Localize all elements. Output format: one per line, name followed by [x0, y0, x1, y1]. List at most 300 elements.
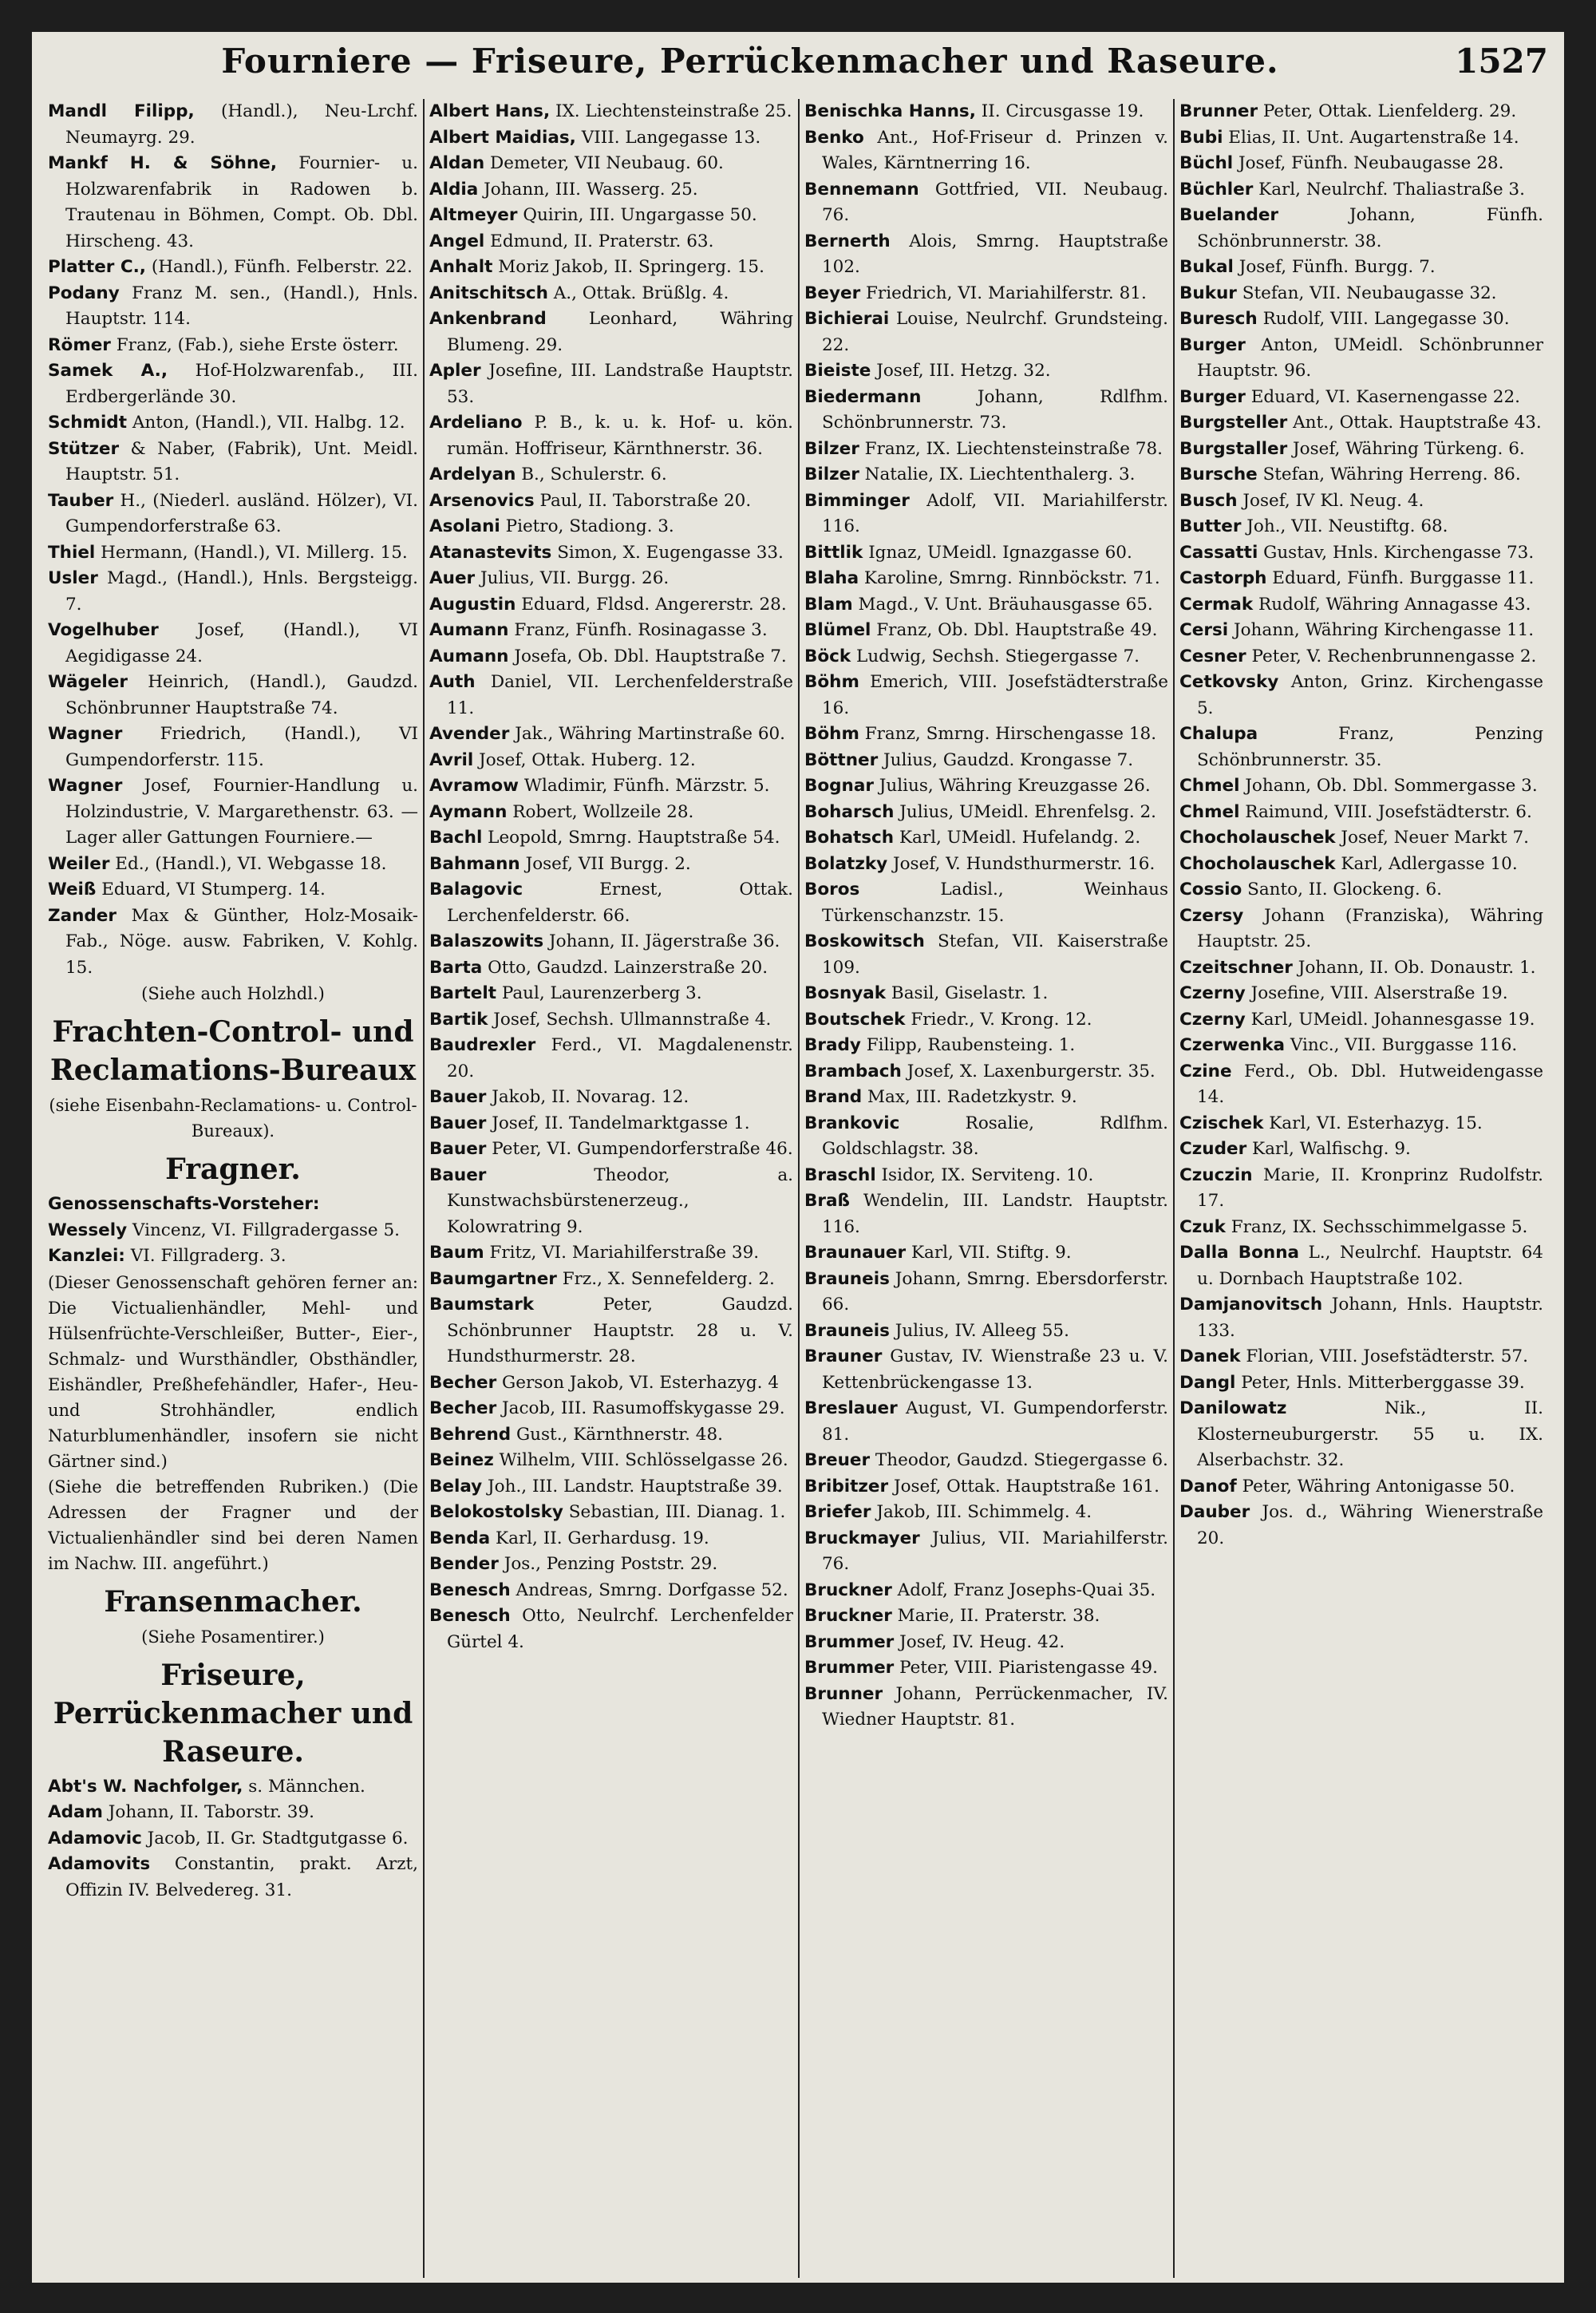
columns — [48, 99, 1548, 2278]
entry-name: Aldia — [429, 179, 479, 200]
entry-address: Franz, Ob. Dbl. Hauptstraße 49. — [871, 620, 1158, 640]
entry-name: Cassatti — [1179, 542, 1258, 563]
entry-name: Dauber — [1179, 1502, 1250, 1522]
entry-address: Franz, Penzing Schönbrunnerstr. 35. — [1197, 724, 1543, 770]
entry-address: Jakob, II. Novarag. 12. — [486, 1087, 689, 1107]
entry-name: Genossenschafts-Vorsteher: — [48, 1194, 320, 1214]
directory-entry — [1179, 773, 1543, 800]
directory-entry — [429, 722, 793, 748]
entry-name: Ardeliano — [429, 413, 523, 433]
entry-name: Bender — [429, 1554, 499, 1574]
directory-entry — [1179, 125, 1543, 152]
entry-address: Franz, IX. Sechsschimmelgasse 5. — [1225, 1216, 1528, 1237]
entry-address: Franz, Fünfh. Rosinagasse 3. — [508, 620, 768, 640]
entry-name: Bartik — [429, 1009, 488, 1030]
directory-entry — [429, 1137, 793, 1163]
entry-address: Moriz Jakob, II. Springerg. 15. — [492, 257, 764, 277]
directory-entry — [804, 1630, 1168, 1656]
directory-entry — [804, 877, 1168, 929]
directory-entry — [429, 1370, 793, 1397]
directory-entry — [1179, 1033, 1543, 1059]
entry-name: Bruckner — [804, 1580, 892, 1600]
entry-name: Czerny — [1179, 1009, 1246, 1030]
directory-entry — [804, 1655, 1168, 1682]
entry-address: Jacob, II. Gr. Stadtgutgasse 6. — [141, 1828, 409, 1848]
directory-entry — [429, 1292, 793, 1370]
entry-name: Bimminger — [804, 490, 910, 511]
directory-entry — [1179, 540, 1543, 567]
entry-address: Karl, VII. Stiftg. 9. — [906, 1243, 1072, 1263]
directory-entry — [48, 333, 418, 359]
entry-address: Peter, Hnls. Mitterberggasse 39. — [1235, 1372, 1525, 1393]
entry-name: Danek — [1179, 1346, 1241, 1366]
directory-entry — [1179, 1344, 1543, 1370]
directory-entry — [429, 773, 793, 800]
directory-entry — [804, 592, 1168, 619]
directory-entry — [429, 255, 793, 281]
directory-entry — [804, 1474, 1168, 1500]
entry-name: Böttner — [804, 749, 879, 770]
entry-address: Josef, Ottak. Hauptstraße 161. — [888, 1476, 1159, 1497]
directory-entry — [1179, 955, 1543, 982]
entry-address: Ed., (Handl.), VI. Webgasse 18. — [109, 853, 387, 874]
entry-name: Anitschitsch — [429, 283, 548, 303]
entry-name: Czischek — [1179, 1113, 1264, 1133]
directory-entry — [429, 852, 793, 878]
directory-entry — [429, 1240, 793, 1267]
directory-entry — [48, 437, 418, 488]
entry-address: Josef, IV. Heug. 42. — [894, 1631, 1065, 1652]
cross-reference-note: (siehe Eisenbahn-Reclamations- u. Control-Bureaux). — [49, 1096, 417, 1141]
entry-address: Alois, Smrng. Hauptstraße 102. — [822, 231, 1168, 277]
entry-address: Quirin, III. Ungargasse 50. — [517, 205, 757, 225]
entry-address: Josef, Fünfh. Burgg. 7. — [1233, 257, 1436, 277]
entry-name: Auth — [429, 672, 476, 692]
entry-address: Franz, (Fab.), siehe Erste österr. — [110, 334, 399, 355]
entry-address: Fritz, VI. Mariahilferstraße 39. — [484, 1243, 760, 1263]
directory-entry — [804, 1240, 1168, 1267]
entry-name: Brunner — [804, 1683, 883, 1704]
entry-address: Jakob, III. Schimmelg. 4. — [871, 1502, 1092, 1522]
entry-address: Johann, Fünfh. Schönbrunnerstr. 38. — [1197, 205, 1543, 251]
directory-entry — [48, 1218, 418, 1244]
directory-entry — [1179, 1059, 1543, 1111]
entry-address: Rudolf, VIII. Langegasse 30. — [1257, 309, 1510, 329]
entry-address: Friedrich, (Handl.), VI Gumpendorferstr. 115. — [65, 724, 418, 770]
entry-address: Johann (Franziska), Währing Hauptstr. 25. — [1197, 905, 1543, 951]
entry-name: Adamovic — [48, 1828, 142, 1848]
entry-name: Breslauer — [804, 1398, 898, 1418]
entry-address: II. Circusgasse 19. — [975, 101, 1144, 121]
entry-name: Biedermann — [804, 386, 922, 407]
entry-address: B., Schulerstr. 6. — [516, 465, 667, 484]
entry-address: Julius, Währing Kreuzgasse 26. — [873, 776, 1151, 796]
directory-entry — [48, 1800, 418, 1826]
entry-address: Karl, Neulrchf. Thaliastraße 3. — [1253, 179, 1525, 200]
entry-name: Bichierai — [804, 309, 890, 329]
directory-entry — [429, 1007, 793, 1034]
directory-entry — [429, 1474, 793, 1500]
directory-entry — [429, 540, 793, 567]
directory-entry — [429, 1396, 793, 1422]
entry-address: Josef, III. Hetzg. 32. — [871, 361, 1051, 381]
directory-entry — [804, 722, 1168, 748]
directory-entry — [1179, 1215, 1543, 1241]
entry-name: Behrend — [429, 1424, 512, 1445]
directory-entry — [804, 1163, 1168, 1189]
entry-name: Weiler — [48, 853, 110, 874]
directory-entry — [48, 1774, 418, 1801]
entry-name: Breuer — [804, 1450, 871, 1470]
directory-entry — [804, 1603, 1168, 1630]
directory-entry — [1179, 1163, 1543, 1215]
section-note: (Siehe die betreffenden Rubriken.) (Die Adressen der Fragner und der Victualienhändler sind bei deren Namen im Nachw. III. angeführt.) — [48, 1477, 418, 1573]
entry-address: Eduard, Fünfh. Burggasse 11. — [1266, 568, 1535, 588]
entry-address: Max, III. Radetzkystr. 9. — [862, 1087, 1077, 1107]
directory-entry — [429, 177, 793, 204]
entry-address: Anton, UMeidl. Schönbrunner Hauptstr. 96. — [1197, 334, 1543, 381]
entry-name: Cermak — [1179, 594, 1254, 615]
entry-name: Apler — [429, 361, 481, 381]
directory-entry — [48, 566, 418, 618]
directory-entry — [429, 151, 793, 177]
entry-address: Josef, Fünfh. Neubaugasse 28. — [1233, 153, 1504, 173]
directory-entry — [429, 1085, 793, 1111]
entry-address: Elias, II. Unt. Augartenstraße 14. — [1223, 127, 1519, 148]
entry-name: Boharsch — [804, 801, 895, 822]
entry-name: Bauer — [429, 1164, 487, 1185]
entry-name: Bukal — [1179, 257, 1234, 277]
entry-name: Bauer — [429, 1113, 487, 1133]
directory-entry — [48, 618, 418, 670]
entry-address: Gottfried, VII. Neubaug. 76. — [822, 179, 1168, 225]
entry-address: Ernest, Ottak. Lerchenfelderstr. 66. — [447, 880, 793, 926]
directory-entry — [429, 229, 793, 255]
entry-address: Wilhelm, VIII. Schlösselgasse 26. — [493, 1450, 788, 1470]
directory-entry — [1179, 800, 1543, 826]
entry-name: Braschl — [804, 1164, 876, 1185]
entry-name: Kanzlei: — [48, 1246, 125, 1266]
entry-address: Florian, VIII. Josefstädterstr. 57. — [1240, 1346, 1528, 1366]
directory-entry — [1179, 1370, 1543, 1397]
entry-address: Stefan, Währing Herreng. 86. — [1257, 465, 1521, 484]
entry-name: Bubi — [1179, 127, 1223, 148]
directory-entry — [429, 592, 793, 619]
entry-name: Angel — [429, 231, 485, 251]
entry-name: Bribitzer — [804, 1476, 889, 1497]
entry-name: Buresch — [1179, 309, 1258, 329]
entry-address: Josef, Währing Türkeng. 6. — [1287, 438, 1525, 459]
entry-name: Blaha — [804, 568, 859, 588]
directory-entry — [48, 151, 418, 255]
entry-address: Josef, Ottak. Huberg. 12. — [473, 749, 696, 770]
entry-address: Johann, Smrng. Ebersdorferstr. 66. — [822, 1268, 1168, 1315]
entry-name: Bachl — [429, 828, 483, 848]
entry-address: L., Neulrchf. Hauptstr. 64 u. Dornbach Hauptstraße 102. — [1197, 1243, 1543, 1289]
entry-name: Burger — [1179, 386, 1246, 407]
entry-address: H., (Niederl. ausländ. Hölzer), VI. Gumpendorferstraße 63. — [65, 490, 418, 536]
column-4 — [1173, 99, 1543, 2278]
section-heading: Fransenmacher. — [104, 1584, 362, 1619]
entry-address: Jos. d., Währing Wienerstraße 20. — [1197, 1502, 1543, 1548]
entry-address: Ignaz, UMeidl. Ignazgasse 60. — [863, 542, 1132, 563]
entry-address: Eduard, Fldsd. Angererstr. 28. — [516, 594, 787, 615]
directory-entry — [1179, 151, 1543, 177]
entry-name: Aldan — [429, 153, 485, 173]
directory-entry — [1179, 306, 1543, 333]
entry-address: A., Ottak. Brüßlg. 4. — [547, 283, 729, 303]
directory-entry — [1179, 1111, 1543, 1137]
entry-address: Josef, IV Kl. Neug. 4. — [1237, 490, 1424, 511]
entry-name: Blam — [804, 594, 853, 615]
entry-address: Joh., III. Landstr. Hauptstraße 39. — [482, 1476, 783, 1497]
entry-name: Burger — [1179, 334, 1246, 355]
entry-name: Baudrexler — [429, 1035, 536, 1055]
directory-entry — [429, 877, 793, 929]
entry-name: Bukur — [1179, 283, 1237, 303]
directory-entry — [804, 1526, 1168, 1578]
entry-address: Jos., Penzing Poststr. 29. — [498, 1554, 718, 1574]
entry-address: Josefa, Ob. Dbl. Hauptstraße 7. — [508, 646, 787, 666]
entry-name: Brauneis — [804, 1320, 890, 1341]
entry-name: Czuczin — [1179, 1164, 1253, 1185]
entry-address: Paul, II. Taborstraße 20. — [534, 490, 752, 511]
directory-entry — [804, 1085, 1168, 1111]
entry-name: Podany — [48, 283, 120, 303]
directory-entry — [429, 1500, 793, 1526]
entry-address: Johann, III. Wasserg. 25. — [478, 179, 698, 200]
directory-entry — [1179, 462, 1543, 488]
entry-address: Friedr., V. Krong. 12. — [905, 1009, 1092, 1030]
entry-address: Gustav, Hnls. Kirchengasse 73. — [1258, 542, 1535, 563]
entry-name: Bursche — [1179, 465, 1258, 484]
entry-address: August, VI. Gumpendorferstr. 81. — [822, 1398, 1168, 1445]
entry-name: Becher — [429, 1398, 497, 1418]
entry-address: Jacob, III. Rasumoffskygasse 29. — [496, 1398, 785, 1418]
entry-address: Daniel, VII. Lerchenfelderstraße 11. — [447, 672, 793, 718]
directory-entry — [804, 748, 1168, 774]
directory-entry — [48, 852, 418, 878]
directory-entry — [1179, 566, 1543, 592]
entry-name: Arsenovics — [429, 490, 535, 511]
directory-entry — [1179, 618, 1543, 644]
entry-name: Cesner — [1179, 646, 1246, 666]
entry-address: Josefine, VIII. Alserstraße 19. — [1245, 983, 1508, 1003]
entry-address: Marie, II. Kronprinz Rudolfstr. 17. — [1197, 1164, 1543, 1211]
entry-address: Johann, Währing Kirchengasse 11. — [1228, 620, 1535, 640]
entry-address: Karl, VI. Esterhazyg. 15. — [1263, 1113, 1483, 1133]
directory-entry — [48, 488, 418, 540]
entry-name: Böck — [804, 646, 851, 666]
directory-entry — [429, 929, 793, 955]
entry-address: Theodor, a. Kunstwachsbürstenerzeug., Kolowratring 9. — [447, 1164, 793, 1237]
directory-entry — [1179, 852, 1543, 878]
directory-entry — [429, 1267, 793, 1293]
directory-entry — [429, 125, 793, 152]
directory-entry — [804, 437, 1168, 463]
entry-address: (Handl.), Neu-Lrchf. Neumayrg. 29. — [65, 101, 418, 148]
entry-name: Benda — [429, 1528, 491, 1548]
entry-address: Ferd., Ob. Dbl. Hutweidengasse 14. — [1197, 1061, 1543, 1107]
directory-entry — [48, 281, 418, 333]
entry-address: Ant., Hof-Friseur d. Prinzen v. Wales, Kärntnerring 16. — [822, 127, 1168, 173]
entry-address: Max & Günther, Holz-Mosaik-Fab., Nöge. ausw. Fabriken, V. Kohlg. 15. — [65, 905, 418, 978]
directory-entry — [804, 800, 1168, 826]
entry-name: Bahmann — [429, 853, 520, 874]
entry-address: Leopold, Smrng. Hauptstraße 54. — [482, 828, 780, 848]
directory-entry — [804, 1448, 1168, 1474]
entry-name: Thiel — [48, 542, 96, 563]
directory-entry — [1179, 1500, 1543, 1552]
entry-name: Albert Hans, — [429, 101, 551, 121]
entry-name: Cetkovsky — [1179, 672, 1279, 692]
entry-name: Danilowatz — [1179, 1398, 1287, 1418]
entry-address: (Handl.), Fünfh. Felberstr. 22. — [145, 257, 413, 277]
directory-entry — [429, 748, 793, 774]
entry-name: Altmeyer — [429, 205, 518, 225]
entry-name: Augustin — [429, 594, 516, 615]
entry-name: Beyer — [804, 283, 861, 303]
entry-address: Filipp, Raubensteing. 1. — [860, 1035, 1076, 1055]
directory-entry — [1179, 177, 1543, 204]
entry-address: Karl, Adlergasse 10. — [1335, 853, 1518, 874]
entry-address: Friedrich, VI. Mariahilferstr. 81. — [860, 283, 1147, 303]
directory-entry — [804, 929, 1168, 981]
entry-name: Aymann — [429, 801, 508, 822]
entry-name: Chocholauschek — [1179, 853, 1336, 874]
directory-entry — [1179, 333, 1543, 385]
entry-name: Baum — [429, 1243, 484, 1263]
section-note: (Dieser Genossenschaft gehören ferner an: Die Victualienhändler, Mehl- und Hülsenfrüchte-Verschleißer, Butter-, Eier-, Schmalz- und Wursthändler, Obsthändler, Eishändler, Preßhefehändler, Hafer-, Heu- und Strohhändler, endlich Naturblumenhändler, insofern sie nicht Gärtner sind.) — [48, 1272, 418, 1471]
directory-entry — [1179, 981, 1543, 1007]
entry-address: Otto, Gaudzd. Lainzerstraße 20. — [482, 957, 768, 978]
entry-name: Czeitschner — [1179, 957, 1293, 978]
directory-entry — [429, 1526, 793, 1552]
entry-address: Basil, Giselastr. 1. — [886, 983, 1049, 1003]
entry-name: Chalupa — [1179, 724, 1258, 744]
entry-name: Chmel — [1179, 776, 1240, 796]
entry-address: Josef, Fournier-Handlung u. Holzindustrie, V. Margarethenstr. 63. —Lager aller Gattungen Fourniere.— — [65, 776, 418, 848]
entry-name: Braunauer — [804, 1243, 907, 1263]
directory-entry — [1179, 722, 1543, 773]
directory-entry — [48, 670, 418, 722]
entry-address: Joh., VII. Neustiftg. 68. — [1241, 516, 1448, 536]
directory-entry — [48, 410, 418, 437]
entry-address: Josef, (Handl.), VI Aegidigasse 24. — [65, 620, 418, 666]
directory-entry — [429, 670, 793, 722]
entry-address: Julius, IV. Alleeg 55. — [889, 1320, 1069, 1341]
directory-entry — [1179, 1474, 1543, 1500]
entry-address: P. B., k. u. k. Hof- u. kön. rumän. Hoffriseur, Kärnthnerstr. 36. — [447, 413, 793, 459]
directory-entry — [1179, 877, 1543, 903]
directory-entry — [1179, 1007, 1543, 1034]
entry-name: Böhm — [804, 724, 859, 744]
section-heading: Frachten-Control- und Reclamations-Bureaux — [49, 1015, 417, 1087]
directory-entry — [429, 203, 793, 229]
directory-entry — [804, 1111, 1168, 1163]
entry-address: Franz, IX. Liechtensteinstraße 78. — [859, 438, 1163, 459]
directory-entry — [1179, 1292, 1543, 1344]
entry-name: Ardelyan — [429, 465, 516, 484]
entry-name: Belay — [429, 1476, 483, 1497]
directory-entry — [804, 1059, 1168, 1085]
entry-name: Wagner — [48, 776, 123, 796]
entry-address: Gust., Kärnthnerstr. 48. — [511, 1424, 723, 1445]
entry-name: Balagovic — [429, 880, 523, 900]
entry-name: Butter — [1179, 516, 1242, 536]
entry-address: Julius, VII. Burgg. 26. — [475, 568, 670, 588]
entry-name: Aumann — [429, 646, 509, 666]
entry-name: Czerny — [1179, 983, 1246, 1003]
entry-name: Brauneis — [804, 1268, 890, 1289]
entry-address: Robert, Wollzeile 28. — [507, 801, 694, 822]
entry-name: Büchler — [1179, 179, 1254, 200]
entry-address: Otto, Neulrchf. Lerchenfelder Gürtel 4. — [447, 1606, 793, 1652]
entry-address: Wendelin, III. Landstr. Hauptstr. 116. — [822, 1191, 1168, 1237]
entry-name: Chmel — [1179, 801, 1240, 822]
directory-entry — [804, 229, 1168, 281]
directory-entry — [1179, 437, 1543, 463]
entry-name: Bauer — [429, 1087, 487, 1107]
entry-address: Johann, Rdlfhm. Schönbrunnerstr. 73. — [822, 386, 1168, 433]
entry-address: Jak., Währing Martinstraße 60. — [509, 724, 786, 744]
directory-entry — [429, 1448, 793, 1474]
entry-address: Julius, VII. Mariahilferstr. 76. — [822, 1528, 1168, 1574]
entry-name: Anhalt — [429, 257, 493, 277]
directory-entry — [429, 644, 793, 670]
entry-name: Wagner — [48, 724, 123, 744]
entry-name: Bauer — [429, 1139, 487, 1159]
entry-address: Karl, UMeidl. Johannesgasse 19. — [1245, 1009, 1535, 1030]
entry-name: Czuder — [1179, 1139, 1247, 1159]
entry-name: Wessely — [48, 1220, 128, 1240]
entry-address: Julius, Gaudzd. Krongasse 7. — [878, 749, 1134, 770]
entry-address: Peter, Ottak. Lienfelderg. 29. — [1258, 101, 1517, 121]
entry-address: Johann, Ob. Dbl. Sommergasse 3. — [1239, 776, 1538, 796]
entry-address: Wladimir, Fünfh. Märzstr. 5. — [519, 776, 770, 796]
entry-name: Atanastevits — [429, 542, 552, 563]
entry-name: Burgstaller — [1179, 438, 1288, 459]
directory-entry — [429, 1163, 793, 1241]
entry-name: Czuk — [1179, 1216, 1226, 1237]
cross-reference-note: (Siehe auch Holzhdl.) — [141, 984, 325, 1003]
entry-name: Albert Maidias, — [429, 127, 576, 148]
column-1 — [48, 99, 418, 2278]
entry-address: Natalie, IX. Liechtenthalerg. 3. — [859, 465, 1136, 484]
directory-entry — [429, 462, 793, 488]
entry-name: Samek A., — [48, 361, 168, 381]
entry-address: Ferd., VI. Magdalenenstr. 20. — [447, 1035, 793, 1081]
entry-address: Josef, X. Laxenburgerstr. 35. — [901, 1061, 1156, 1081]
directory-entry — [804, 99, 1168, 125]
entry-name: Czersy — [1179, 905, 1244, 926]
entry-address: Ant., Ottak. Hauptstraße 43. — [1287, 413, 1542, 433]
directory-entry — [804, 1007, 1168, 1034]
entry-name: Wägeler — [48, 672, 128, 692]
entry-name: Bohatsch — [804, 828, 895, 848]
entry-address: Adolf, VII. Mariahilferstr. 116. — [822, 490, 1168, 536]
directory-entry — [804, 358, 1168, 385]
entry-name: Brankovic — [804, 1113, 900, 1133]
entry-name: Auer — [429, 568, 476, 588]
directory-entry — [48, 358, 418, 410]
entry-name: Cersi — [1179, 620, 1229, 640]
entry-address: Peter, Gaudzd. Schönbrunner Hauptstr. 28 u. V. Hundsthurmerstr. 28. — [447, 1295, 793, 1366]
entry-name: Brummer — [804, 1658, 895, 1678]
entry-address: Rudolf, Währing Annagasse 43. — [1253, 594, 1531, 615]
entry-name: Brummer — [804, 1631, 895, 1652]
entry-address: Peter, VI. Gumpendorferstraße 46. — [486, 1139, 793, 1159]
